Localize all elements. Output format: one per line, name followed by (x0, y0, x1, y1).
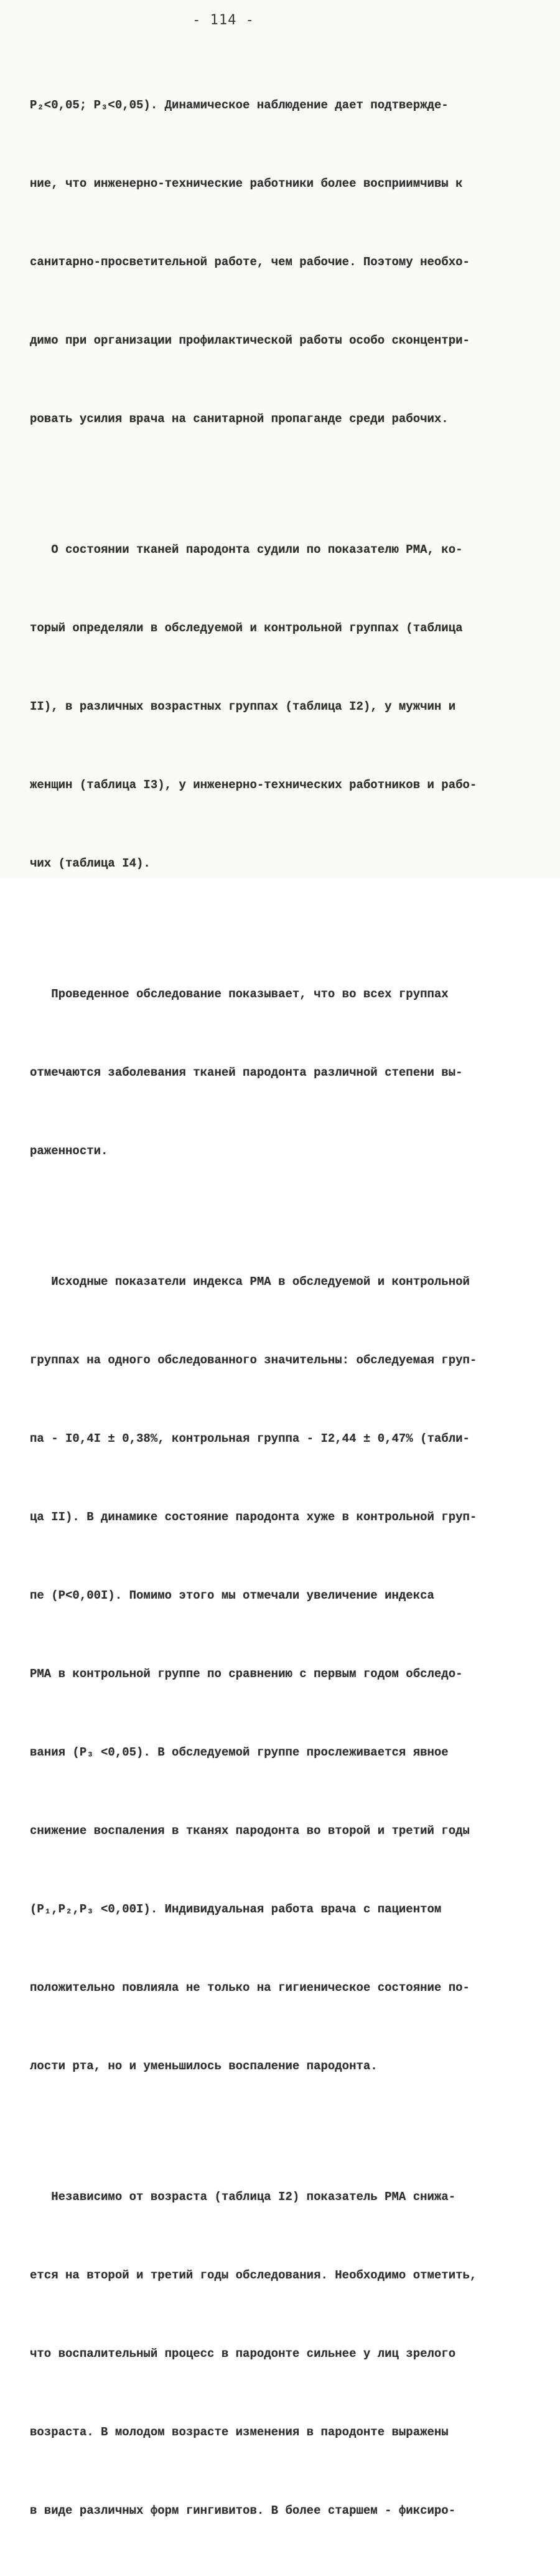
text-line: положительно повлияла не только на гигиеническое состояние по- (30, 1981, 470, 1995)
paragraph-2 (30, 484, 528, 929)
text-line: торый определяли в обследуемой и контрольной группах (таблица (30, 621, 463, 635)
text-line: лости рта, но и уменьшилось воспаление пародонта. (30, 2059, 378, 2073)
text-line: раженности. (30, 1144, 108, 1158)
page-number: - 114 - (192, 12, 254, 28)
text-line: группах на одного обследованного значительны: обследуемая груп- (30, 1353, 477, 1367)
paragraph-3 (30, 929, 528, 1216)
text-line: (P₁,P₂,P₃ <0,00I). Индивидуальная работа врача с пациентом (30, 1902, 442, 1916)
text-line: ровать усилия врача на санитарной пропаганде среди рабочих. (30, 412, 449, 426)
paragraph-5 (30, 2132, 528, 2576)
text-line: па - I0,4I ± 0,38%, контрольная группа - I2,44 ± 0,47% (табли- (30, 1432, 470, 1445)
text-line: димо при организации профилактической работы особо сконцентри- (30, 334, 470, 347)
text-line: вания (P₃ <0,05). В обследуемой группе прослеживается явное (30, 1746, 449, 1759)
text-line: возраста. В молодом возрасте изменения в пародонте выражены (30, 2425, 449, 2439)
text-line: Проведенное обследование показывает, что во всех группах (30, 987, 449, 1001)
text-line: пе (P<0,00I). Помимо этого мы отмечали увеличение индекса (30, 1589, 434, 1602)
text-line: что воспалительный процесс в пародонте сильнее у лиц зрелого (30, 2347, 456, 2361)
text-line: женщин (таблица I3), у инженерно-технических работников и рабо- (30, 778, 477, 792)
text-line: в виде различных форм гингивитов. В более старшем - фиксиро- (30, 2504, 456, 2517)
text-line: Исходные показатели индекса РМА в обследуемой и контрольной (30, 1275, 470, 1289)
text-line: санитарно-просветительной работе, чем рабочие. Поэтому необхо- (30, 255, 470, 269)
text-line: отмечаются заболевания тканей пародонта различной степени вы- (30, 1066, 463, 1079)
text-line: ца II). В динамике состояние пародонта хуже в контрольной груп- (30, 1510, 477, 1524)
body-text (30, 40, 528, 2576)
text-line: РМА в контрольной группе по сравнению с первым годом обследо- (30, 1667, 463, 1681)
text-line: ние, что инженерно-технические работники более восприимчивы к (30, 177, 463, 190)
text-line: II), в различных возрастных группах (таблица I2), у мужчин и (30, 700, 456, 713)
text-line: P₂<0,05; P₃<0,05). Динамическое наблюдение дает подтвержде- (30, 98, 449, 112)
text-line: О состоянии тканей пародонта судили по показателю РМА, ко- (30, 543, 463, 557)
paragraph-4 (30, 1216, 528, 2132)
text-line: Независимо от возраста (таблица I2) показатель РМА снижа- (30, 2190, 456, 2204)
text-line: чих (таблица I4). (30, 857, 151, 870)
text-line: снижение воспаления в тканях пародонта во второй и третий годы (30, 1824, 470, 1838)
paragraph-1 (30, 40, 528, 484)
text-line: ется на второй и третий годы обследования. Необходимо отметить, (30, 2268, 477, 2282)
